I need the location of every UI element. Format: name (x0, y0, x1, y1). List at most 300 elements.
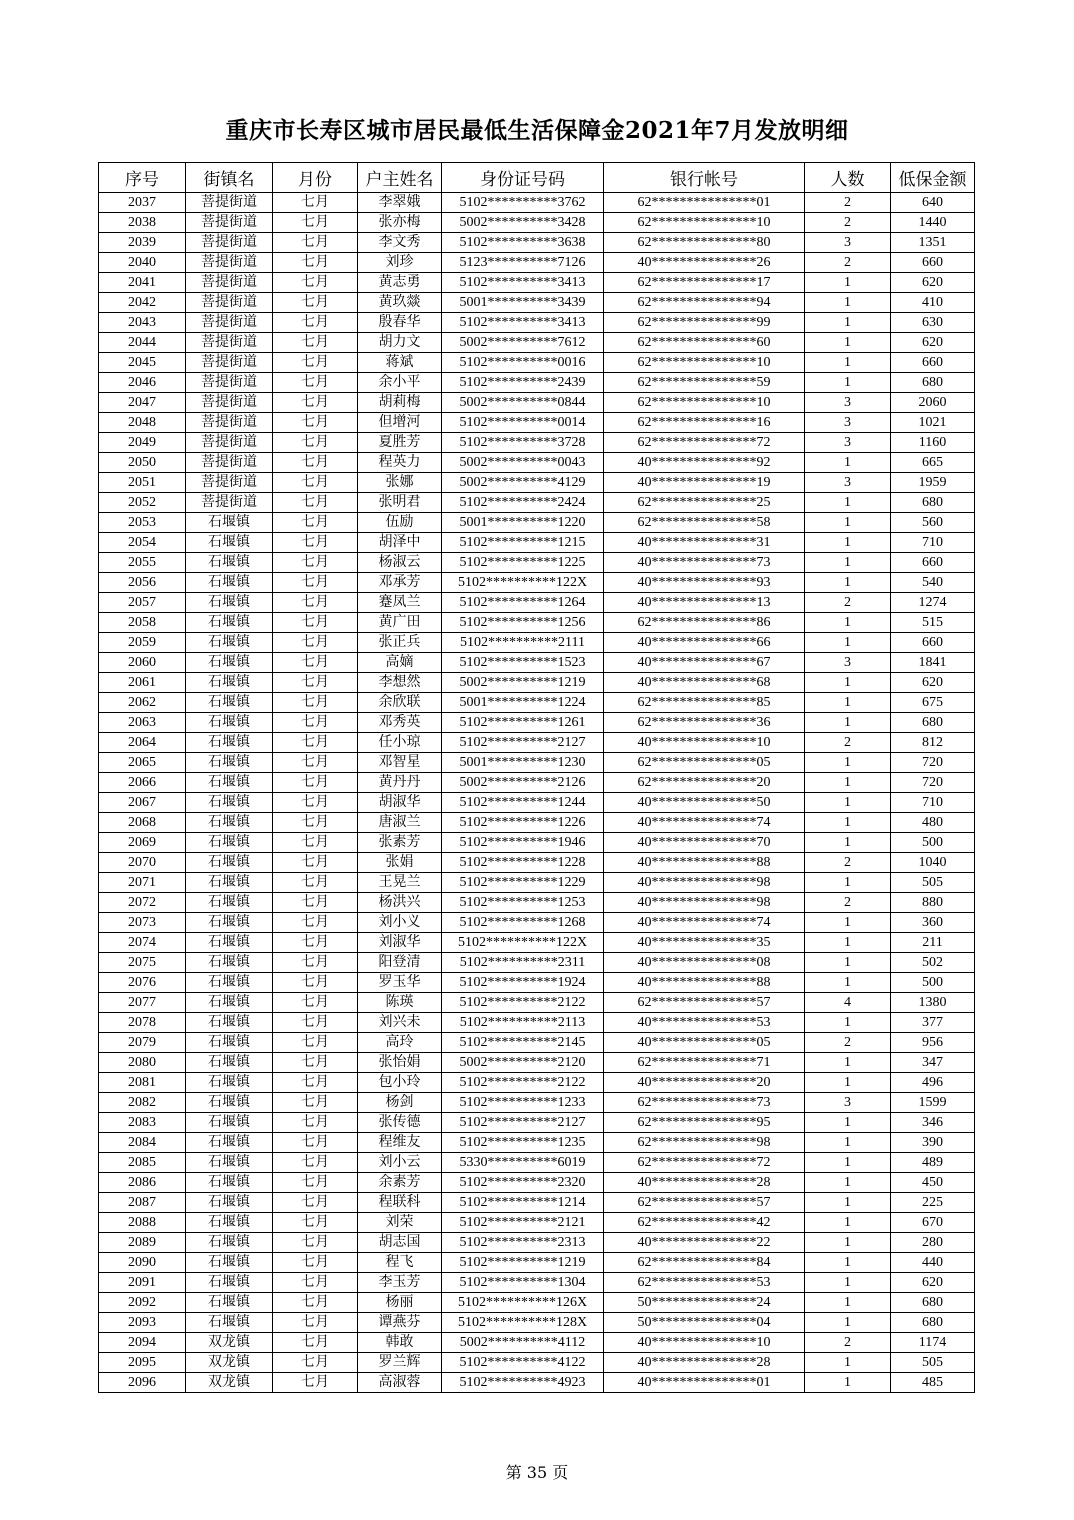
bank-account-cell: 40***************01 (604, 1373, 805, 1393)
people-count-cell: 1 (805, 833, 891, 853)
bank-account-cell: 40***************28 (604, 1353, 805, 1373)
amount-cell: 720 (891, 773, 975, 793)
amount-cell: 680 (891, 713, 975, 733)
table-row (99, 913, 975, 933)
people-count-cell: 1 (805, 553, 891, 573)
serial-cell: 2079 (99, 1033, 186, 1053)
town-cell: 石堰镇 (186, 573, 273, 593)
amount-cell: 1021 (891, 413, 975, 433)
amount-cell: 502 (891, 953, 975, 973)
id-number-cell: 5002**********4112 (442, 1333, 604, 1353)
amount-cell: 812 (891, 733, 975, 753)
name-cell: 夏胜芳 (358, 433, 442, 453)
serial-cell: 2042 (99, 293, 186, 313)
name-cell: 李想然 (358, 673, 442, 693)
town-cell: 石堰镇 (186, 833, 273, 853)
id-number-cell: 5102**********2320 (442, 1173, 604, 1193)
people-count-cell: 1 (805, 933, 891, 953)
name-cell: 胡泽中 (358, 533, 442, 553)
serial-cell: 2092 (99, 1293, 186, 1313)
town-cell: 石堰镇 (186, 553, 273, 573)
name-cell: 张传德 (358, 1113, 442, 1133)
people-count-cell: 1 (805, 913, 891, 933)
month-cell: 七月 (273, 413, 358, 433)
table-row (99, 993, 975, 1013)
name-cell: 杨丽 (358, 1293, 442, 1313)
town-cell: 石堰镇 (186, 1193, 273, 1213)
town-cell: 石堰镇 (186, 813, 273, 833)
bank-account-cell: 40***************68 (604, 673, 805, 693)
people-count-cell: 1 (805, 813, 891, 833)
month-cell: 七月 (273, 733, 358, 753)
people-count-cell: 1 (805, 1073, 891, 1093)
town-cell: 菩提街道 (186, 453, 273, 473)
table-row (99, 333, 975, 353)
town-cell: 双龙镇 (186, 1373, 273, 1393)
name-cell: 刘珍 (358, 253, 442, 273)
serial-cell: 2057 (99, 593, 186, 613)
table-row (99, 833, 975, 853)
amount-cell: 360 (891, 913, 975, 933)
id-number-cell: 5102**********2127 (442, 1113, 604, 1133)
bank-account-cell: 62***************80 (604, 233, 805, 253)
month-cell: 七月 (273, 453, 358, 473)
name-cell: 张娟 (358, 853, 442, 873)
serial-cell: 2058 (99, 613, 186, 633)
bank-account-cell: 62***************72 (604, 1153, 805, 1173)
bank-account-cell: 40***************88 (604, 853, 805, 873)
name-cell: 张娜 (358, 473, 442, 493)
town-cell: 菩提街道 (186, 493, 273, 513)
serial-cell: 2038 (99, 213, 186, 233)
table-row (99, 593, 975, 613)
table-row (99, 973, 975, 993)
bank-account-cell: 62***************16 (604, 413, 805, 433)
bank-account-cell: 62***************57 (604, 1193, 805, 1213)
name-cell: 伍励 (358, 513, 442, 533)
name-cell: 程维友 (358, 1133, 442, 1153)
people-count-cell: 2 (805, 893, 891, 913)
people-count-cell: 1 (805, 613, 891, 633)
page-number: 第 35 页 (505, 1463, 569, 1482)
people-count-cell: 1 (805, 1293, 891, 1313)
serial-cell: 2096 (99, 1373, 186, 1393)
people-count-cell: 1 (805, 753, 891, 773)
bank-account-cell: 40***************10 (604, 733, 805, 753)
month-cell: 七月 (273, 1213, 358, 1233)
id-number-cell: 5102**********128X (442, 1313, 604, 1333)
town-cell: 石堰镇 (186, 853, 273, 873)
amount-cell: 489 (891, 1153, 975, 1173)
name-cell: 黄玖燚 (358, 293, 442, 313)
table-row (99, 1193, 975, 1213)
amount-cell: 560 (891, 513, 975, 533)
name-cell: 程飞 (358, 1253, 442, 1273)
town-cell: 石堰镇 (186, 873, 273, 893)
amount-cell: 620 (891, 333, 975, 353)
column-header: 户主姓名 (358, 163, 442, 193)
name-cell: 谭燕芬 (358, 1313, 442, 1333)
people-count-cell: 1 (805, 293, 891, 313)
amount-cell: 225 (891, 1193, 975, 1213)
bank-account-cell: 40***************50 (604, 793, 805, 813)
people-count-cell: 1 (805, 373, 891, 393)
id-number-cell: 5102**********1304 (442, 1273, 604, 1293)
town-cell: 石堰镇 (186, 1293, 273, 1313)
people-count-cell: 4 (805, 993, 891, 1013)
column-header: 月份 (273, 163, 358, 193)
month-cell: 七月 (273, 913, 358, 933)
bank-account-cell: 40***************35 (604, 933, 805, 953)
bank-account-cell: 62***************86 (604, 613, 805, 633)
people-count-cell: 1 (805, 1373, 891, 1393)
bank-account-cell: 40***************67 (604, 653, 805, 673)
town-cell: 石堰镇 (186, 1213, 273, 1233)
table-body (99, 193, 975, 1393)
amount-cell: 620 (891, 1273, 975, 1293)
id-number-cell: 5102**********1215 (442, 533, 604, 553)
name-cell: 胡志国 (358, 1233, 442, 1253)
town-cell: 石堰镇 (186, 893, 273, 913)
amount-cell: 956 (891, 1033, 975, 1053)
amount-cell: 377 (891, 1013, 975, 1033)
name-cell: 杨剑 (358, 1093, 442, 1113)
amount-cell: 485 (891, 1373, 975, 1393)
town-cell: 石堰镇 (186, 533, 273, 553)
bank-account-cell: 62***************95 (604, 1113, 805, 1133)
id-number-cell: 5102**********2127 (442, 733, 604, 753)
column-header: 身份证号码 (442, 163, 604, 193)
page-title: 重庆市长寿区城市居民最低生活保障金2021年7月发放明细 (225, 117, 849, 144)
name-cell: 阳登清 (358, 953, 442, 973)
table-row (99, 873, 975, 893)
people-count-cell: 1 (805, 513, 891, 533)
month-cell: 七月 (273, 793, 358, 813)
amount-cell: 1174 (891, 1333, 975, 1353)
month-cell: 七月 (273, 933, 358, 953)
id-number-cell: 5102**********122X (442, 933, 604, 953)
table-row (99, 753, 975, 773)
town-cell: 石堰镇 (186, 1053, 273, 1073)
bank-account-cell: 62***************57 (604, 993, 805, 1013)
amount-cell: 680 (891, 1293, 975, 1313)
id-number-cell: 5002**********0844 (442, 393, 604, 413)
month-cell: 七月 (273, 513, 358, 533)
month-cell: 七月 (273, 773, 358, 793)
serial-cell: 2087 (99, 1193, 186, 1213)
people-count-cell: 1 (805, 793, 891, 813)
name-cell: 罗玉华 (358, 973, 442, 993)
month-cell: 七月 (273, 753, 358, 773)
table-row (99, 513, 975, 533)
town-cell: 石堰镇 (186, 913, 273, 933)
people-count-cell: 1 (805, 633, 891, 653)
serial-cell: 2061 (99, 673, 186, 693)
month-cell: 七月 (273, 1373, 358, 1393)
table-row (99, 953, 975, 973)
table-row (99, 1093, 975, 1113)
month-cell: 七月 (273, 553, 358, 573)
serial-cell: 2051 (99, 473, 186, 493)
town-cell: 石堰镇 (186, 613, 273, 633)
table-row (99, 253, 975, 273)
id-number-cell: 5102**********122X (442, 573, 604, 593)
serial-cell: 2060 (99, 653, 186, 673)
bank-account-cell: 62***************58 (604, 513, 805, 533)
bank-account-cell: 62***************59 (604, 373, 805, 393)
table-row (99, 693, 975, 713)
month-cell: 七月 (273, 813, 358, 833)
id-number-cell: 5102**********3413 (442, 273, 604, 293)
id-number-cell: 5002**********4129 (442, 473, 604, 493)
name-cell: 殷春华 (358, 313, 442, 333)
amount-cell: 1841 (891, 653, 975, 673)
amount-cell: 1959 (891, 473, 975, 493)
month-cell: 七月 (273, 293, 358, 313)
name-cell: 李玉芳 (358, 1273, 442, 1293)
id-number-cell: 5102**********3728 (442, 433, 604, 453)
serial-cell: 2069 (99, 833, 186, 853)
name-cell: 唐淑兰 (358, 813, 442, 833)
name-cell: 高嫡 (358, 653, 442, 673)
serial-cell: 2086 (99, 1173, 186, 1193)
month-cell: 七月 (273, 373, 358, 393)
month-cell: 七月 (273, 213, 358, 233)
people-count-cell: 1 (805, 1193, 891, 1213)
amount-cell: 515 (891, 613, 975, 633)
month-cell: 七月 (273, 333, 358, 353)
name-cell: 包小玲 (358, 1073, 442, 1093)
table-row (99, 353, 975, 373)
month-cell: 七月 (273, 253, 358, 273)
amount-cell: 660 (891, 553, 975, 573)
id-number-cell: 5102**********3413 (442, 313, 604, 333)
amount-cell: 1380 (891, 993, 975, 1013)
name-cell: 邓智星 (358, 753, 442, 773)
month-cell: 七月 (273, 1093, 358, 1113)
amount-cell: 620 (891, 673, 975, 693)
amount-cell: 1440 (891, 213, 975, 233)
amount-cell: 500 (891, 973, 975, 993)
table-row (99, 1373, 975, 1393)
amount-cell: 660 (891, 353, 975, 373)
id-number-cell: 5102**********3762 (442, 193, 604, 213)
bank-account-cell: 40***************10 (604, 1333, 805, 1353)
serial-cell: 2067 (99, 793, 186, 813)
people-count-cell: 1 (805, 693, 891, 713)
table-row (99, 393, 975, 413)
bank-account-cell: 62***************98 (604, 1133, 805, 1153)
town-cell: 菩提街道 (186, 253, 273, 273)
name-cell: 张亦梅 (358, 213, 442, 233)
id-number-cell: 5102**********1235 (442, 1133, 604, 1153)
month-cell: 七月 (273, 193, 358, 213)
month-cell: 七月 (273, 1253, 358, 1273)
serial-cell: 2052 (99, 493, 186, 513)
serial-cell: 2041 (99, 273, 186, 293)
town-cell: 菩提街道 (186, 193, 273, 213)
serial-cell: 2049 (99, 433, 186, 453)
name-cell: 余素芳 (358, 1173, 442, 1193)
table-row (99, 293, 975, 313)
id-number-cell: 5102**********2121 (442, 1213, 604, 1233)
town-cell: 菩提街道 (186, 373, 273, 393)
town-cell: 菩提街道 (186, 233, 273, 253)
month-cell: 七月 (273, 533, 358, 553)
amount-cell: 496 (891, 1073, 975, 1093)
bank-account-cell: 62***************10 (604, 393, 805, 413)
people-count-cell: 1 (805, 1113, 891, 1133)
bank-account-cell: 62***************72 (604, 433, 805, 453)
serial-cell: 2091 (99, 1273, 186, 1293)
amount-cell: 1160 (891, 433, 975, 453)
amount-cell: 410 (891, 293, 975, 313)
amount-cell: 670 (891, 1213, 975, 1233)
table-row (99, 1293, 975, 1313)
table-row (99, 793, 975, 813)
month-cell: 七月 (273, 1053, 358, 1073)
bank-account-cell: 50***************24 (604, 1293, 805, 1313)
bank-account-cell: 62***************73 (604, 1093, 805, 1113)
table-row (99, 473, 975, 493)
people-count-cell: 1 (805, 1353, 891, 1373)
amount-cell: 675 (891, 693, 975, 713)
name-cell: 蹇凤兰 (358, 593, 442, 613)
bank-account-cell: 40***************22 (604, 1233, 805, 1253)
name-cell: 余欣联 (358, 693, 442, 713)
town-cell: 石堰镇 (186, 973, 273, 993)
bank-account-cell: 62***************10 (604, 213, 805, 233)
amount-cell: 540 (891, 573, 975, 593)
amount-cell: 660 (891, 633, 975, 653)
id-number-cell: 5102**********4122 (442, 1353, 604, 1373)
amount-cell: 480 (891, 813, 975, 833)
amount-cell: 505 (891, 873, 975, 893)
people-count-cell: 2 (805, 193, 891, 213)
amount-cell: 640 (891, 193, 975, 213)
id-number-cell: 5102**********1228 (442, 853, 604, 873)
name-cell: 杨淑云 (358, 553, 442, 573)
people-count-cell: 3 (805, 653, 891, 673)
amount-cell: 880 (891, 893, 975, 913)
name-cell: 余小平 (358, 373, 442, 393)
bank-account-cell: 62***************99 (604, 313, 805, 333)
people-count-cell: 2 (805, 733, 891, 753)
table-row (99, 453, 975, 473)
bank-account-cell: 40***************20 (604, 1073, 805, 1093)
name-cell: 但增河 (358, 413, 442, 433)
table-row (99, 713, 975, 733)
bank-account-cell: 62***************20 (604, 773, 805, 793)
bank-account-cell: 40***************19 (604, 473, 805, 493)
amount-cell: 347 (891, 1053, 975, 1073)
people-count-cell: 1 (805, 773, 891, 793)
name-cell: 任小琼 (358, 733, 442, 753)
table-row (99, 653, 975, 673)
people-count-cell: 1 (805, 873, 891, 893)
town-cell: 菩提街道 (186, 393, 273, 413)
amount-cell: 680 (891, 1313, 975, 1333)
serial-cell: 2089 (99, 1233, 186, 1253)
bank-account-cell: 62***************53 (604, 1273, 805, 1293)
amount-cell: 720 (891, 753, 975, 773)
month-cell: 七月 (273, 593, 358, 613)
month-cell: 七月 (273, 873, 358, 893)
allowance-table (98, 162, 975, 1393)
table-row (99, 853, 975, 873)
town-cell: 石堰镇 (186, 1173, 273, 1193)
table-row (99, 1133, 975, 1153)
people-count-cell: 1 (805, 353, 891, 373)
bank-account-cell: 40***************53 (604, 1013, 805, 1033)
month-cell: 七月 (273, 1313, 358, 1333)
serial-cell: 2056 (99, 573, 186, 593)
month-cell: 七月 (273, 433, 358, 453)
people-count-cell: 3 (805, 433, 891, 453)
town-cell: 石堰镇 (186, 713, 273, 733)
table-row (99, 1113, 975, 1133)
name-cell: 罗兰辉 (358, 1353, 442, 1373)
id-number-cell: 5001**********1230 (442, 753, 604, 773)
month-cell: 七月 (273, 693, 358, 713)
id-number-cell: 5102**********2122 (442, 993, 604, 1013)
serial-cell: 2045 (99, 353, 186, 373)
bank-account-cell: 62***************17 (604, 273, 805, 293)
id-number-cell: 5102**********0014 (442, 413, 604, 433)
month-cell: 七月 (273, 893, 358, 913)
name-cell: 程英力 (358, 453, 442, 473)
bank-account-cell: 62***************05 (604, 753, 805, 773)
month-cell: 七月 (273, 1333, 358, 1353)
town-cell: 菩提街道 (186, 433, 273, 453)
town-cell: 石堰镇 (186, 673, 273, 693)
table-row (99, 433, 975, 453)
month-cell: 七月 (273, 1353, 358, 1373)
table-row (99, 413, 975, 433)
id-number-cell: 5102**********2439 (442, 373, 604, 393)
amount-cell: 500 (891, 833, 975, 853)
amount-cell: 710 (891, 793, 975, 813)
amount-cell: 390 (891, 1133, 975, 1153)
name-cell: 程联科 (358, 1193, 442, 1213)
name-cell: 张素芳 (358, 833, 442, 853)
people-count-cell: 1 (805, 333, 891, 353)
name-cell: 李翠娥 (358, 193, 442, 213)
month-cell: 七月 (273, 393, 358, 413)
town-cell: 石堰镇 (186, 1113, 273, 1133)
serial-cell: 2071 (99, 873, 186, 893)
town-cell: 石堰镇 (186, 1093, 273, 1113)
bank-account-cell: 40***************26 (604, 253, 805, 273)
town-cell: 石堰镇 (186, 1073, 273, 1093)
serial-cell: 2063 (99, 713, 186, 733)
bank-account-cell: 62***************36 (604, 713, 805, 733)
id-number-cell: 5123**********7126 (442, 253, 604, 273)
people-count-cell: 2 (805, 853, 891, 873)
bank-account-cell: 40***************31 (604, 533, 805, 553)
people-count-cell: 2 (805, 253, 891, 273)
id-number-cell: 5102**********0016 (442, 353, 604, 373)
id-number-cell: 5102**********1946 (442, 833, 604, 853)
name-cell: 邓承芳 (358, 573, 442, 593)
name-cell: 陈瑛 (358, 993, 442, 1013)
amount-cell: 680 (891, 493, 975, 513)
id-number-cell: 5102**********2424 (442, 493, 604, 513)
name-cell: 刘小义 (358, 913, 442, 933)
serial-cell: 2068 (99, 813, 186, 833)
bank-account-cell: 62***************85 (604, 693, 805, 713)
serial-cell: 2077 (99, 993, 186, 1013)
